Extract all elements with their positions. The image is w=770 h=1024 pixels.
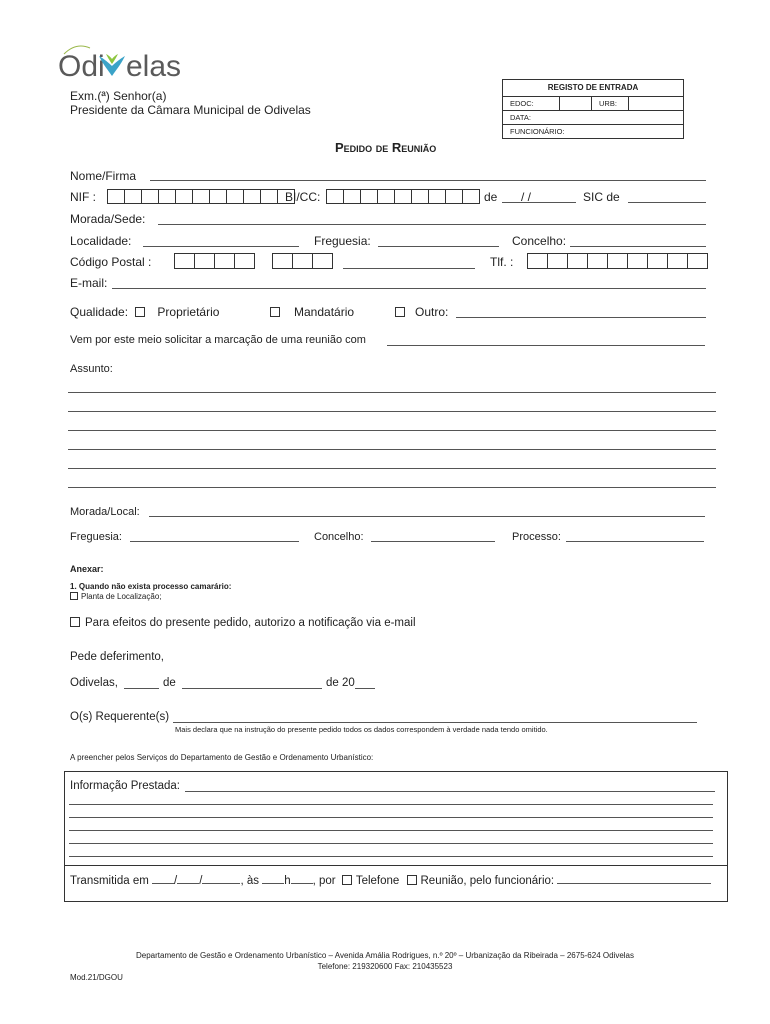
- date-year-field[interactable]: [355, 688, 375, 689]
- informacao-line-5[interactable]: [69, 856, 713, 857]
- addressee-line1: Exm.(ª) Senhor(a): [70, 89, 167, 103]
- autorizo-option: [70, 617, 416, 629]
- registo-entrada-box: [502, 79, 684, 139]
- date-city: Odivelas,: [70, 677, 118, 689]
- telefone-label: Telefone: [355, 875, 400, 887]
- bicc-boxes[interactable]: [326, 189, 480, 204]
- informacao-line-4[interactable]: [69, 843, 713, 844]
- codigo-postal-boxes[interactable]: [174, 253, 255, 269]
- informacao-line-2[interactable]: [69, 817, 713, 818]
- svg-text:elas: elas: [126, 50, 182, 82]
- pede-deferimento: Pede deferimento,: [70, 651, 164, 663]
- tlf-boxes[interactable]: [527, 253, 708, 269]
- bicc-label: BI/CC:: [285, 190, 321, 204]
- sic-field[interactable]: [628, 202, 706, 203]
- mandatario-label: Mandatário: [294, 305, 355, 319]
- email-label: E-mail:: [70, 276, 108, 290]
- transmitida-por: , por: [312, 875, 336, 887]
- form-title: Pedido de Reunião: [335, 140, 437, 155]
- bicc-date-label: de: [484, 190, 498, 204]
- localidade-field[interactable]: [143, 246, 299, 247]
- transmitida-row: [70, 875, 711, 887]
- anexar-item-title: 1. Quando não exista processo camarário:: [70, 582, 232, 591]
- anexar-title: Anexar:: [70, 564, 104, 574]
- transmitida-year[interactable]: [202, 883, 240, 884]
- codigo-postal-ext-boxes[interactable]: [272, 253, 333, 269]
- nif-label: NIF :: [70, 190, 96, 204]
- outro-field[interactable]: [456, 317, 706, 318]
- nif-boxes[interactable]: [107, 189, 295, 204]
- morada-field[interactable]: [158, 224, 706, 225]
- urb-label: URB:: [599, 99, 617, 108]
- assunto-line-1[interactable]: [68, 392, 716, 393]
- processo-field[interactable]: [566, 541, 704, 542]
- local-concelho-field[interactable]: [371, 541, 495, 542]
- codigo-postal-localidade-field[interactable]: [343, 268, 475, 269]
- transmitida-month[interactable]: [177, 883, 199, 884]
- morada-label: Morada/Sede:: [70, 212, 146, 226]
- proprietario-label: Proprietário: [157, 305, 220, 319]
- local-concelho-label: Concelho:: [314, 531, 364, 543]
- assunto-line-6[interactable]: [68, 487, 716, 488]
- outro-checkbox[interactable]: [395, 307, 405, 317]
- concelho-label: Concelho:: [512, 234, 567, 248]
- transmitida-day[interactable]: [152, 883, 174, 884]
- informacao-divider: [65, 865, 727, 866]
- data-label: DATA:: [510, 113, 531, 122]
- date-day-field[interactable]: [124, 688, 159, 689]
- assunto-line-3[interactable]: [68, 430, 716, 431]
- informacao-line-1[interactable]: [69, 804, 713, 805]
- autorizo-checkbox[interactable]: [70, 617, 80, 627]
- sic-label: SIC de: [583, 190, 620, 204]
- logo-text: Odi: [58, 50, 105, 82]
- informacao-label: Informação Prestada:: [70, 780, 180, 792]
- footer-phone: Telefone: 219320600 Fax: 210435523: [317, 962, 453, 971]
- edoc-label: EDOC:: [510, 99, 534, 108]
- registo-title: REGISTO DE ENTRADA: [547, 83, 639, 92]
- assunto-label: Assunto:: [70, 363, 113, 375]
- assunto-line-5[interactable]: [68, 468, 716, 469]
- date-de1: de: [163, 677, 176, 689]
- qualidade-row: [70, 305, 219, 319]
- nome-label: Nome/Firma: [70, 169, 137, 183]
- autorizo-label: Para efeitos do presente pedido, autorizo a notificação via e-mail: [85, 617, 416, 629]
- freguesia-field[interactable]: [378, 246, 499, 247]
- processo-label: Processo:: [512, 531, 561, 543]
- pedido-field[interactable]: [387, 345, 705, 346]
- addressee-line2: Presidente da Câmara Municipal de Odivelas: [70, 103, 311, 117]
- requerente-signature-field[interactable]: [173, 722, 697, 723]
- footer-address: Departamento de Gestão e Ordenamento Urbanístico – Avenida Amália Rodrigues, n.º 20º – Urbanização da Ribeirada – 2675-624 Odivelas: [136, 951, 634, 960]
- local-freguesia-label: Freguesia:: [70, 531, 122, 543]
- outro-label: Outro:: [415, 305, 449, 319]
- footer-mod: Mod.21/DGOU: [70, 973, 123, 982]
- proprietario-checkbox[interactable]: [135, 307, 145, 317]
- odivelas-logo-icon: [56, 40, 191, 82]
- email-field[interactable]: [112, 288, 706, 289]
- informacao-field[interactable]: [185, 791, 715, 792]
- freguesia-label: Freguesia:: [314, 234, 371, 248]
- bicc-date-field[interactable]: [502, 202, 576, 203]
- assunto-line-4[interactable]: [68, 449, 716, 450]
- transmitida-h: h: [284, 875, 291, 887]
- informacao-box: [64, 771, 728, 902]
- codigo-postal-label: Código Postal :: [70, 255, 152, 269]
- localidade-label: Localidade:: [70, 234, 132, 248]
- morada-local-field[interactable]: [149, 516, 705, 517]
- date-de2: de 20: [326, 677, 355, 689]
- pedido-text: Vem por este meio solicitar a marcação de uma reunião com: [70, 334, 366, 346]
- assunto-line-2[interactable]: [68, 411, 716, 412]
- transmitida-sep1: /: [174, 875, 178, 887]
- reuniao-checkbox[interactable]: [407, 875, 417, 885]
- funcionario-label: FUNCIONÁRIO:: [510, 127, 565, 136]
- outro-option: [395, 305, 448, 319]
- qualidade-label: Qualidade:: [70, 305, 129, 319]
- planta-label: Planta de Localização;: [81, 592, 162, 601]
- declara-text: Mais declara que na instrução do presente pedido todos os dados correspondem à verdade nada tendo omitido.: [175, 725, 548, 734]
- bicc-date-sep: / /: [521, 190, 532, 204]
- morada-local-label: Morada/Local:: [70, 506, 140, 518]
- funcionario-field[interactable]: [557, 883, 711, 884]
- concelho-field[interactable]: [570, 246, 706, 247]
- planta-option: [70, 592, 162, 601]
- mandatario-option: [270, 305, 354, 319]
- date-month-field[interactable]: [182, 688, 322, 689]
- telefone-checkbox[interactable]: [342, 875, 352, 885]
- nome-field[interactable]: [150, 180, 706, 181]
- planta-checkbox[interactable]: [70, 592, 78, 600]
- local-freguesia-field[interactable]: [130, 541, 299, 542]
- informacao-line-3[interactable]: [69, 830, 713, 831]
- transmitida-min[interactable]: [291, 883, 313, 884]
- transmitida-as: , às: [240, 875, 259, 887]
- transmitida-sep2: /: [199, 875, 203, 887]
- servicos-text: A preencher pelos Serviços do Departamento de Gestão e Ordenamento Urbanístico:: [70, 753, 374, 762]
- reuniao-label: Reunião, pelo funcionário:: [420, 875, 555, 887]
- transmitida-label: Transmitida em: [70, 875, 149, 887]
- mandatario-checkbox[interactable]: [270, 307, 280, 317]
- requerente-label: O(s) Requerente(s): [70, 711, 170, 723]
- logo: [56, 40, 191, 87]
- tlf-label: Tlf. :: [490, 255, 514, 269]
- transmitida-hour[interactable]: [262, 883, 284, 884]
